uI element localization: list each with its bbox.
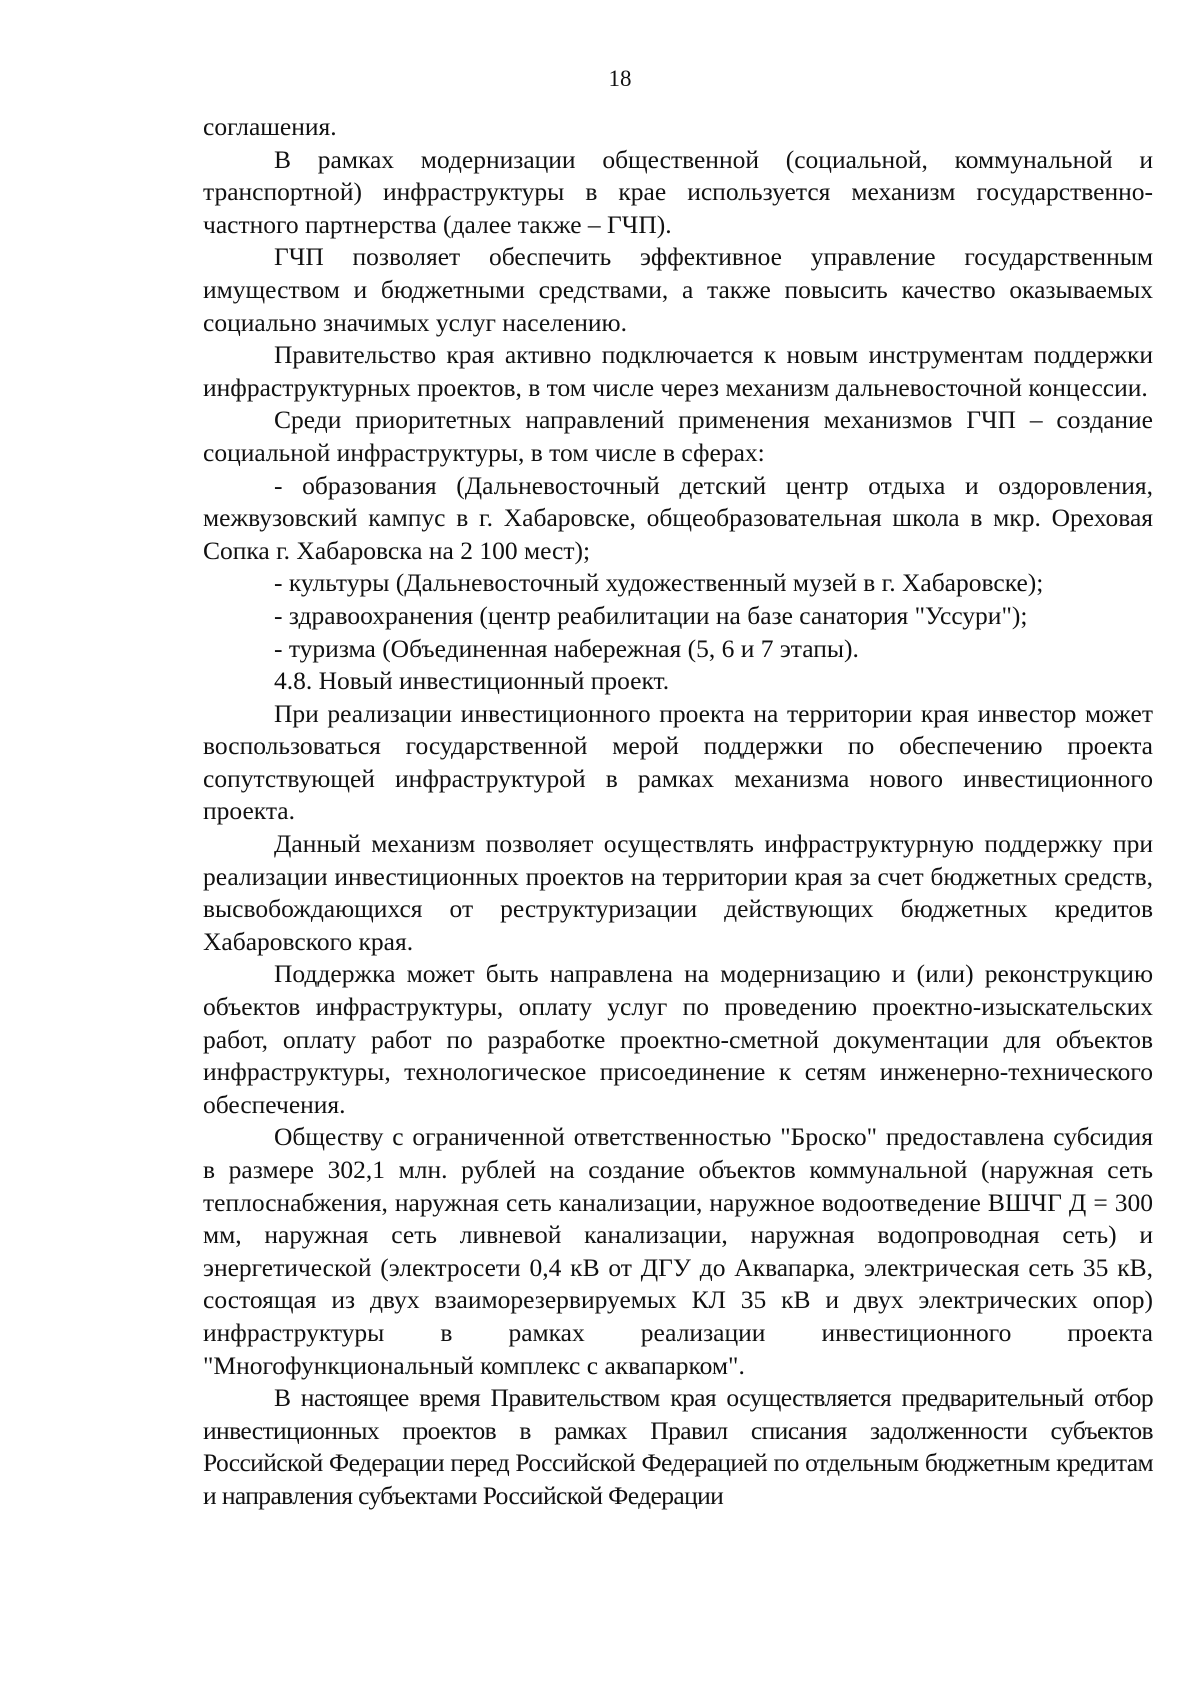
paragraph-ppp-benefits: ГЧП позволяет обеспечить эффективное управление государственным имуществом и бюджетными средствами, а также повысить качество оказываемых социально значимых услуг населению.	[203, 242, 1153, 337]
list-item-healthcare: - здравоохранения (центр реабилитации на базе санатория "Уссури");	[274, 600, 1028, 630]
list-item-education: - образования (Дальневосточный детский центр отдыха и оздоровления, межвузовский кампус в г. Хабаровске, общеобразовательная школа в мкр. Ореховая Сопка г. Хабаровска на 2 100 мест);	[203, 470, 1153, 565]
paragraph-priority-directions: Среди приоритетных направлений применения механизмов ГЧП – создание социальной инфраструктуры, в том числе в сферах:	[203, 405, 1153, 467]
paragraph-mechanism: Данный механизм позволяет осуществлять инфраструктурную поддержку при реализации инвестиционных проектов на территории края за счет бюджетных средств, высвобождающихся от реструктуризации действующих бюджетных кредитов Хабаровского края.	[203, 829, 1153, 956]
section-heading-4-8: 4.8. Новый инвестиционный проект.	[274, 666, 670, 696]
list-item-culture: - культуры (Дальневосточный художественный музей в г. Хабаровске);	[274, 568, 1044, 598]
paragraph-government-instruments: Правительство края активно подключается к новым инструментам поддержки инфраструктурных проектов, в том числе через механизм дальневосточной концессии.	[203, 340, 1153, 402]
paragraph-investor-support: При реализации инвестиционного проекта на территории края инвестор может воспользоваться государственной мерой поддержки по обеспечению проекта сопутствующей инфраструктурой в рамках механизма нового инвестиционного проекта.	[203, 698, 1153, 826]
paragraph-support-directions: Поддержка может быть направлена на модернизацию и (или) реконструкцию объектов инфраструктуры, оплату услуг по проведению проектно-изыскательских работ, оплату работ по разработке проектно-сметной документации для объектов инфраструктуры, технологическое присоединение к сетям инженерно-технического обеспечения.	[203, 959, 1153, 1119]
page-number: 18	[608, 66, 632, 91]
paragraph-ppp-modernization: В рамках модернизации общественной (социальной, коммунальной и транспортной) инфраструктуры в крае используется механизм государственно-частного партнерства (далее также – ГЧП).	[203, 144, 1153, 239]
document-body	[203, 111, 1153, 1513]
paragraph-continuation: соглашения.	[203, 112, 337, 141]
list-item-tourism: - туризма (Объединенная набережная (5, 6 и 7 этапы).	[274, 633, 859, 663]
paragraph-brosko-subsidy: Обществу с ограниченной ответственностью "Броско" предоставлена субсидия в размере 302,1 млн. рублей на создание объектов коммунальной (наружная сеть теплоснабжения, наружная сеть канализации, наружное водоотведение ВШЧГ Д = 300 мм, наружная сеть ливневой канализации, наружная водопроводная сеть) и энергетической (электросети 0,4 кВ от ДГУ до Аквапарка, электрическая сеть 35 кВ, состоящая из двух взаиморезервируемых КЛ 35 кВ и двух электрических опор) инфраструктуры в рамках реализации инвестиционного проекта "Многофункциональный комплекс с аквапарком".	[203, 1122, 1153, 1380]
paragraph-preliminary-selection: В настоящее время Правительством края осуществляется предварительный отбор инвестиционных проектов в рамках Правил списания задолженности субъектов Российской Федерации перед Российской Федерацией по отдельным бюджетным кредитам и направления субъектами Российской Федерации	[203, 1383, 1153, 1510]
